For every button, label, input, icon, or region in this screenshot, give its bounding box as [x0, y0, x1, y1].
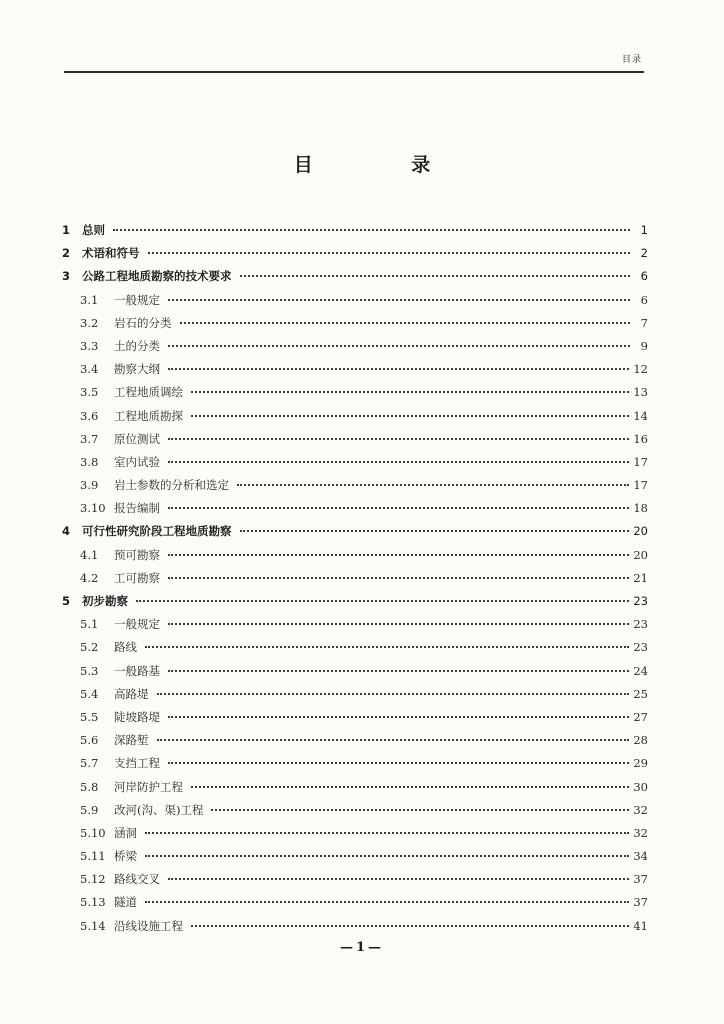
- toc-page-number: 21: [633, 570, 648, 585]
- toc-section-number: 1: [62, 223, 71, 237]
- toc-page-number: 23: [633, 617, 648, 632]
- toc-section-number: 3.1: [80, 292, 99, 307]
- toc-section-title: 路线: [114, 640, 137, 655]
- toc-entry[interactable]: [62, 361, 648, 384]
- toc-entry[interactable]: [62, 292, 648, 315]
- toc-entry[interactable]: [62, 523, 648, 546]
- toc-section-title: 涵洞: [114, 825, 137, 840]
- toc-section-title: 岩土参数的分析和选定: [114, 478, 229, 493]
- toc-page-number: 23: [633, 594, 648, 608]
- toc-dot-leader: [148, 252, 631, 254]
- toc-section-title: 深路堑: [114, 733, 149, 748]
- toc-page-number: 13: [633, 385, 648, 400]
- toc-page-number: 9: [640, 338, 648, 353]
- toc-section-title: 术语和符号: [82, 246, 140, 261]
- toc-page-number: 23: [633, 640, 648, 655]
- toc-page-number: 16: [633, 431, 648, 446]
- toc-page-number: 7: [640, 315, 648, 330]
- toc-entry[interactable]: [62, 338, 648, 361]
- toc-section-title: 公路工程地质勘察的技术要求: [82, 269, 232, 284]
- toc-section-number: 3.4: [80, 362, 99, 377]
- toc-section-number: 5.7: [80, 756, 99, 771]
- toc-section-number: 3.2: [80, 315, 99, 330]
- toc-page-number: 12: [633, 362, 648, 377]
- toc-dot-leader: [145, 855, 629, 857]
- toc-entry[interactable]: [62, 408, 648, 431]
- toc-entry[interactable]: [62, 755, 648, 778]
- toc-dot-leader: [168, 438, 629, 440]
- toc-section-number: 3.8: [80, 454, 99, 469]
- page-number: —1—: [339, 940, 385, 955]
- toc-section-number: 5.6: [80, 733, 99, 748]
- toc-page-number: 32: [633, 825, 648, 840]
- toc-section-number: 3.3: [80, 338, 99, 353]
- toc-section-number: 5.5: [80, 709, 99, 724]
- toc-dot-leader: [168, 507, 629, 509]
- toc-section-title: 一般路基: [114, 663, 160, 678]
- toc-page-number: 6: [640, 269, 648, 284]
- toc-section-number: 3.9: [80, 478, 99, 493]
- toc-section-number: 4.2: [80, 570, 99, 585]
- toc-section-number: 5.12: [80, 872, 106, 887]
- toc-entry[interactable]: [62, 384, 648, 407]
- toc-entry[interactable]: [62, 222, 648, 245]
- toc-section-title: 隧道: [114, 895, 137, 910]
- toc-section-title: 可行性研究阶段工程地质勘察: [82, 524, 232, 539]
- toc-dot-leader: [168, 554, 629, 556]
- toc-entry[interactable]: [62, 245, 648, 268]
- toc-entry[interactable]: [62, 825, 648, 848]
- toc-section-title: 工程地质调绘: [114, 385, 183, 400]
- toc-section-title: 河岸防护工程: [114, 779, 183, 794]
- toc-dot-leader: [168, 878, 629, 880]
- toc-section-title: 岩石的分类: [114, 315, 172, 330]
- toc-dot-leader: [191, 786, 629, 788]
- toc-dot-leader: [191, 391, 629, 393]
- toc-entry[interactable]: [62, 871, 648, 894]
- toc-page-number: 14: [633, 408, 648, 423]
- toc-section-number: 3.5: [80, 385, 99, 400]
- toc-page-number: 6: [640, 292, 648, 307]
- toc-entry[interactable]: [62, 894, 648, 917]
- toc-section-number: 5.9: [80, 802, 99, 817]
- toc-dot-leader: [191, 925, 629, 927]
- toc-dot-leader: [145, 646, 629, 648]
- toc-page-number: 37: [633, 872, 648, 887]
- toc-page-number: 2: [640, 246, 648, 261]
- toc-dot-leader: [180, 322, 631, 324]
- toc-entry[interactable]: [62, 268, 648, 291]
- toc-entry[interactable]: [62, 848, 648, 871]
- toc-dot-leader: [157, 693, 630, 695]
- toc-section-number: 5.4: [80, 686, 99, 701]
- toc-page-number: 29: [633, 756, 648, 771]
- toc-page-number: 1: [640, 223, 648, 237]
- toc-page-number: 20: [633, 524, 648, 539]
- toc-section-number: 5.14: [80, 918, 106, 933]
- toc-entry[interactable]: [62, 779, 648, 802]
- toc-page-number: 41: [633, 918, 648, 933]
- toc-dot-leader: [211, 809, 629, 811]
- toc-entry[interactable]: [62, 802, 648, 825]
- toc-dot-leader: [145, 901, 629, 903]
- toc-dot-leader: [168, 716, 629, 718]
- toc-section-title: 一般规定: [114, 617, 160, 632]
- toc-page-number: 24: [633, 663, 648, 678]
- toc-page-number: 30: [633, 779, 648, 794]
- toc-section-title: 预可勘察: [114, 547, 160, 562]
- toc-page-number: 32: [633, 802, 648, 817]
- toc-page-number: 20: [633, 547, 648, 562]
- toc-entry[interactable]: [62, 454, 648, 477]
- toc-section-title: 报告编制: [114, 501, 160, 516]
- toc-entry[interactable]: [62, 732, 648, 755]
- toc-dot-leader: [168, 368, 629, 370]
- toc-page-number: 17: [633, 454, 648, 469]
- toc-entry[interactable]: [62, 477, 648, 500]
- running-header: 目录: [621, 55, 642, 65]
- toc-section-number: 3.10: [80, 501, 106, 516]
- toc-section-number: 5: [62, 594, 71, 608]
- toc-section-number: 5.8: [80, 779, 99, 794]
- toc-section-title: 室内试验: [114, 454, 160, 469]
- toc-section-title: 土的分类: [114, 338, 160, 353]
- header-rule: [64, 71, 644, 73]
- toc-section-number: 3: [62, 269, 71, 284]
- toc-page-number: 37: [633, 895, 648, 910]
- toc-section-title: 桥梁: [114, 849, 137, 864]
- toc-section-title: 总则: [82, 223, 105, 237]
- table-of-contents: [62, 222, 648, 941]
- toc-section-title: 工可勘察: [114, 570, 160, 585]
- toc-section-number: 5.13: [80, 895, 106, 910]
- toc-dot-leader: [168, 623, 629, 625]
- toc-section-number: 3.7: [80, 431, 99, 446]
- toc-section-title: 陡坡路堤: [114, 709, 160, 724]
- toc-entry[interactable]: [62, 918, 648, 941]
- toc-section-title: 一般规定: [114, 292, 160, 307]
- toc-page-number: 25: [633, 686, 648, 701]
- page-title: 目 录: [293, 154, 477, 176]
- toc-section-number: 2: [62, 246, 71, 261]
- toc-dot-leader: [191, 415, 629, 417]
- toc-page-number: 27: [633, 709, 648, 724]
- toc-dot-leader: [168, 461, 629, 463]
- toc-entry[interactable]: [62, 570, 648, 593]
- toc-dot-leader: [168, 762, 629, 764]
- toc-page-number: 28: [633, 733, 648, 748]
- toc-dot-leader: [168, 345, 630, 347]
- toc-entry[interactable]: [62, 663, 648, 686]
- toc-section-title: 工程地质勘探: [114, 408, 183, 423]
- toc-entry[interactable]: [62, 593, 648, 616]
- toc-section-title: 高路堤: [114, 686, 149, 701]
- toc-dot-leader: [240, 530, 630, 532]
- toc-entry[interactable]: [62, 547, 648, 570]
- toc-section-number: 3.6: [80, 408, 99, 423]
- toc-dot-leader: [168, 299, 630, 301]
- toc-section-title: 原位测试: [114, 431, 160, 446]
- toc-page-number: 17: [633, 478, 648, 493]
- toc-entry[interactable]: [62, 686, 648, 709]
- toc-dot-leader: [157, 739, 630, 741]
- toc-dot-leader: [240, 275, 631, 277]
- toc-page-number: 18: [633, 501, 648, 516]
- toc-section-title: 沿线设施工程: [114, 918, 183, 933]
- toc-section-number: 5.2: [80, 640, 99, 655]
- toc-dot-leader: [136, 600, 629, 602]
- toc-page-number: 34: [633, 849, 648, 864]
- toc-section-number: 5.1: [80, 617, 99, 632]
- toc-section-title: 路线交叉: [114, 872, 160, 887]
- toc-dot-leader: [237, 484, 629, 486]
- toc-entry[interactable]: [62, 616, 648, 639]
- toc-section-title: 支挡工程: [114, 756, 160, 771]
- toc-dot-leader: [168, 577, 629, 579]
- toc-entry[interactable]: [62, 709, 648, 732]
- toc-section-number: 4: [62, 524, 71, 539]
- toc-dot-leader: [113, 229, 630, 231]
- toc-entry[interactable]: [62, 431, 648, 454]
- toc-dot-leader: [168, 670, 629, 672]
- toc-section-title: 改河(沟、渠)工程: [114, 802, 204, 817]
- toc-section-title: 勘察大纲: [114, 362, 160, 377]
- toc-entry[interactable]: [62, 315, 648, 338]
- toc-entry[interactable]: [62, 639, 648, 662]
- toc-dot-leader: [145, 832, 629, 834]
- toc-section-number: 5.11: [80, 849, 106, 864]
- toc-section-title: 初步勘察: [82, 594, 128, 608]
- toc-section-number: 5.3: [80, 663, 99, 678]
- toc-entry[interactable]: [62, 500, 648, 523]
- toc-section-number: 4.1: [80, 547, 99, 562]
- toc-section-number: 5.10: [80, 825, 106, 840]
